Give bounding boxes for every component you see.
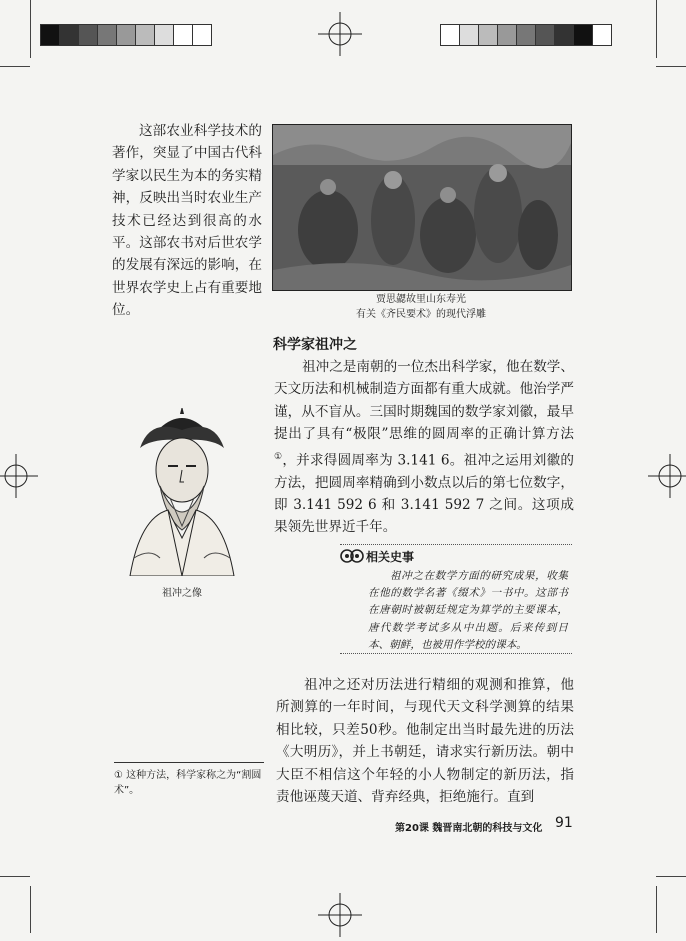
registration-crosshair-right (648, 454, 686, 498)
photo-caption-line2: 有关《齐民要术》的现代浮雕 (356, 309, 486, 320)
crop-mark (656, 66, 686, 67)
crop-mark (656, 0, 657, 58)
crop-mark (30, 886, 31, 933)
relief-sculpture-photo (272, 124, 572, 291)
photo-caption-line1: 贾思勰故里山东寿光 (376, 294, 466, 305)
section-title: 科学家祖冲之 (273, 337, 357, 353)
paragraph-1-continued: ，并求得圆周率为 3.141 6。祖冲之运用刘徽的方法，把圆周率精确到小数点以后的第七位数字，即 3.141 592 6 和 3.141 592 7 之间。这项成果领先世界近千年。 (274, 452, 574, 536)
footnote: ① 这种方法，科学家称之为“割圆术”。 (114, 770, 262, 796)
page-number: 91 (555, 815, 573, 831)
registration-color-bar-left (40, 24, 212, 46)
crop-mark (0, 66, 30, 67)
footer-lesson-title: 第20课 魏晋南北朝的科技与文化 (395, 823, 543, 834)
registration-crosshair-bottom (318, 893, 362, 937)
story-bottom-rule (340, 653, 572, 654)
paragraph-2: 祖冲之还对历法进行精细的观测和推算，他所测算的一年时间，与现代天文科学测算的结果相比较，只差50秒。他制定出当时最先进的历法《大明历》，并上书朝廷，请求实行新历法。朝中大臣不相信这个年轻的小人物制定的新历法，指责他诬蔑天道、背弃经典，拒绝施行。直到 (276, 677, 574, 806)
related-story-box (340, 544, 572, 654)
related-story-title: 相关史事 (366, 550, 415, 564)
crop-mark (656, 886, 657, 933)
sidebar-paragraph: 这部农业科学技术的著作，突显了中国古代科学家以民生为本的务实精神，反映出当时农业生产技术已经达到很高的水平。这部农书对后世农学的发展有深远的影响，在世界农学史上占有重要地位。 (112, 123, 262, 319)
registration-crosshair-left (0, 454, 38, 498)
crop-mark (0, 876, 30, 877)
related-story-text: 祖冲之在数学方面的研究成果，收集在他的数学名著《缀术》一书中。这部书在唐朝时被朝廷规定为算学的主要课本，唐代数学考试多从中出题。后来传到日本、朝鲜，也被用作学校的课本。 (368, 570, 568, 651)
crop-mark (656, 876, 686, 877)
registration-color-bar-right (440, 24, 612, 46)
story-top-rule (340, 544, 572, 545)
paragraph-1 (274, 356, 574, 539)
portrait-caption: 祖冲之像 (162, 588, 202, 599)
paragraph-1-text: 祖冲之是南朝的一位杰出科学家，他在数学、天文历法和机械制造方面都有重大成就。他治学严谨，从不盲从。三国时期魏国的数学家刘徽，最早提出了具有“极限”思维的圆周率的正确计算方法 (274, 359, 574, 443)
crop-mark (30, 0, 31, 58)
related-story-icon (340, 548, 364, 564)
zu-chongzhi-portrait (120, 408, 244, 576)
registration-crosshair-top (318, 12, 362, 56)
footnote-ref: ① (274, 451, 283, 462)
footnote-rule (114, 762, 264, 763)
